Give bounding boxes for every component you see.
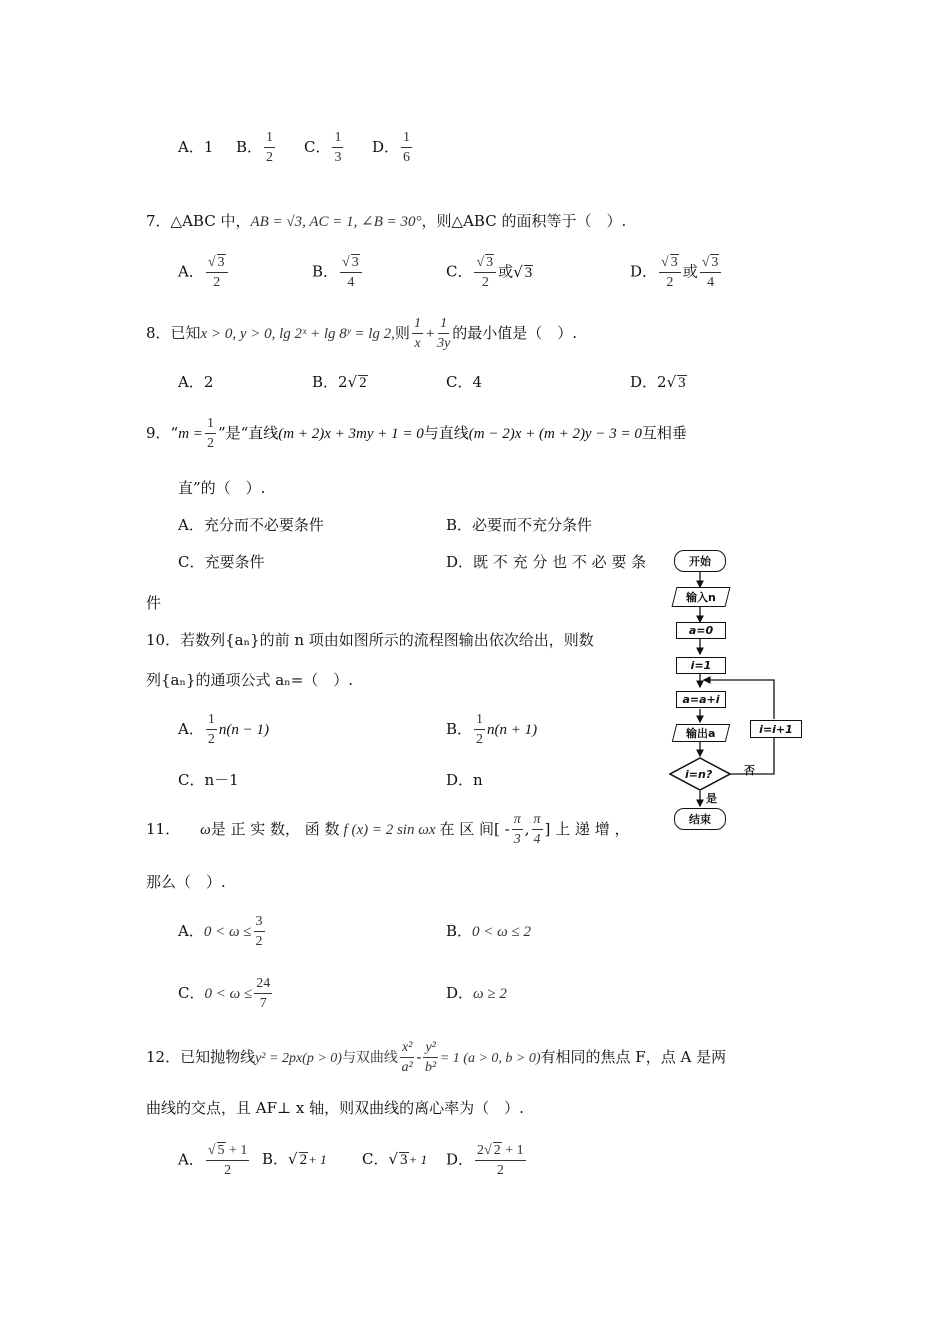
flow-output: 输出a <box>672 724 730 742</box>
q10-stem: 10．若数列{aₙ}的前 n 项由如图所示的流程图输出依次给出，则数 <box>146 631 594 649</box>
flow-input: 输入n <box>672 587 731 607</box>
q12-stem: 12．已知抛物线y² = 2px(p > 0)与双曲线 $\frac{\text{x²}}{\text{a²}}$ - $\frac{\text{y²}}{\text{b²}}$ = 1 (a > 0, b > 0)有相同的焦点 F，点 A 是两 <box>146 1040 727 1076</box>
q11-stem-cont: 那么（ ）. <box>146 873 226 891</box>
q8-stem: 8．已知x > 0, y > 0, lg 2ˣ + lg 8ʸ = lg 2,则 $\frac{1}{x}$ + $\frac{1}{3y}$ 的最小值是（ ）. <box>146 316 578 352</box>
flow-end: 结束 <box>674 808 726 830</box>
q10-option-c: C．n－1 <box>178 771 239 789</box>
q9-option-b: B．必要而不充分条件 <box>446 516 593 534</box>
q9-stem: 9．“m = $\frac{1}{2}$ ”是“直线(m + 2)x + 3my + 1 = 0与直线(m − 2)x + (m + 2)y − 3 = 0互相垂 <box>146 416 687 452</box>
q9-option-c: C．充要条件 <box>178 553 265 571</box>
q7-option-c: C． √ $\frac{3}{2}$ 或√ 3 <box>446 254 533 291</box>
flow-assign-aai: a=a+i <box>676 691 726 708</box>
q9-option-d-cont: 件 <box>146 594 162 612</box>
q7-option-b: B． √ $\frac{3}{4}$ <box>312 254 364 291</box>
q6-option-d: D． $\frac{1}{6}$ <box>372 130 411 166</box>
q6-option-a: A．1 <box>178 138 214 156</box>
q12-option-a: A． √ $\frac{5 + 1}{2}$ <box>178 1142 251 1179</box>
q11-option-c: C．0 < ω ≤ $\frac{24}{7}$ <box>178 976 271 1012</box>
flow-assign-i1: i=1 <box>676 657 726 674</box>
flow-yes-label: 是 <box>706 792 717 805</box>
q8-option-d: D．2√ 3 <box>630 375 687 391</box>
flow-no-label: 否 <box>744 764 755 777</box>
q12-option-b: B．√ 2+ 1 <box>262 1152 327 1168</box>
q7-stem: 7．△ABC 中，AB = √3, AC = 1, ∠B = 30°，则△ABC 的面积等于（ ）. <box>146 212 627 230</box>
q7-option-d: D． √ $\frac{3}{2}$ 或 √ $\frac{3}{4}$ <box>630 254 723 291</box>
flow-assign-a0: a=0 <box>676 622 726 639</box>
flow-increment: i=i+1 <box>750 720 802 738</box>
q11-option-d: D．ω ≥ 2 <box>446 984 507 1002</box>
q10-option-d: D．n <box>446 771 483 789</box>
q8-option-a: A．2 <box>178 373 214 391</box>
q11-option-b: B．0 < ω ≤ 2 <box>446 922 531 940</box>
q12-option-d: D． $\frac{2√ 2 + 1}{2}$ <box>446 1142 528 1179</box>
q8-option-b: B．2√ 2 <box>312 375 368 391</box>
q9-stem-cont: 直”的（ ）. <box>178 479 266 497</box>
q12-option-c: C．√ 3+ 1 <box>362 1152 427 1168</box>
q11-option-a: A．0 < ω ≤ $\frac{3}{2}$ <box>178 914 263 950</box>
q6-option-c: C． $\frac{1}{3}$ <box>304 130 342 166</box>
q10-option-b: B． $\frac{1}{2}$ n(n + 1) <box>446 712 538 748</box>
q9-option-a: A．充分而不必要条件 <box>178 516 324 534</box>
q10-option-a: A． $\frac{1}{2}$ n(n − 1) <box>178 712 269 748</box>
q12-stem-cont: 曲线的交点，且 AF⊥ x 轴，则双曲线的离心率为（ ）. <box>146 1099 524 1117</box>
q6-option-b: B． $\frac{1}{2}$ <box>236 130 274 166</box>
q7-option-a: A． √ $\frac{3}{2}$ <box>178 254 230 291</box>
flow-start: 开始 <box>674 550 726 572</box>
flowchart <box>660 545 810 835</box>
q9-option-d: D．既 不 充 分 也 不 必 要 条 <box>446 553 647 571</box>
q8-option-c: C．4 <box>446 373 483 391</box>
flow-decision-label: i=n? <box>685 768 713 781</box>
q10-stem-cont: 列{aₙ}的通项公式 aₙ=（ ）. <box>146 671 354 689</box>
q11-stem: 11． ω是 正 实 数， 函 数 f (x) = 2 sin ωx 在 区 间[ - $\frac{\pi}{3}$ , $\frac{\pi}{4}$ ] 上 递 增 ， <box>146 812 630 848</box>
